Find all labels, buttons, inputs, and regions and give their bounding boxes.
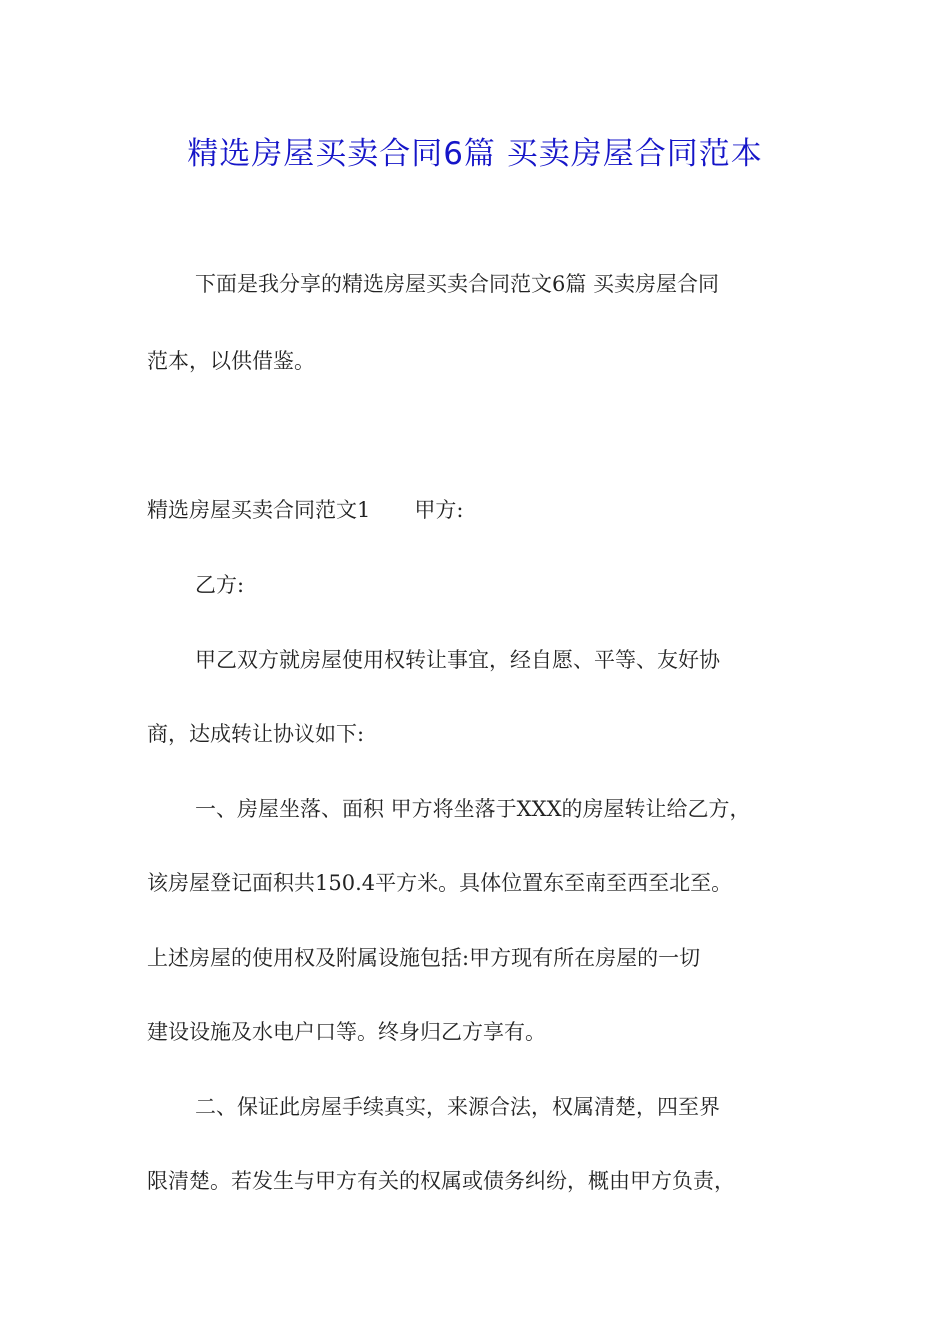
- clause-1-line-3: 上述房屋的使用权及附属设施包括:甲方现有所在房屋的一切: [147, 946, 701, 970]
- section-heading-row: [147, 496, 463, 524]
- clause-1-line-1: 一、房屋坐落、面积 甲方将坐落于XXX的房屋转让给乙方，: [195, 797, 751, 821]
- clause-1-line-4: 建设设施及水电户口等。终身归乙方享有。: [147, 1020, 546, 1044]
- paragraph-1-line-1: 甲乙双方就房屋使用权转让事宜，经自愿、平等、友好协: [195, 648, 720, 672]
- intro-paragraph-line-2: 范本，以供借鉴。: [147, 349, 315, 373]
- paragraph-1-line-2: 商，达成转让协议如下:: [147, 722, 365, 746]
- document-title: 精选房屋买卖合同6篇 买卖房屋合同范本: [187, 136, 763, 172]
- clause-2-line-2: 限清楚。若发生与甲方有关的权属或债务纠纷，概由甲方负责，: [147, 1169, 735, 1193]
- clause-1-line-2: 该房屋登记面积共150.4平方米。具体位置东至南至西至北至。: [147, 871, 733, 895]
- clause-2-line-1: 二、保证此房屋手续真实，来源合法，权属清楚，四至界: [195, 1095, 720, 1119]
- section-heading: 精选房屋买卖合同范文1: [147, 498, 371, 522]
- intro-paragraph-line-1: 下面是我分享的精选房屋买卖合同范文6篇 买卖房屋合同: [195, 272, 720, 296]
- party-b-label: 乙方:: [195, 573, 245, 597]
- party-a-label: 甲方:: [414, 498, 464, 522]
